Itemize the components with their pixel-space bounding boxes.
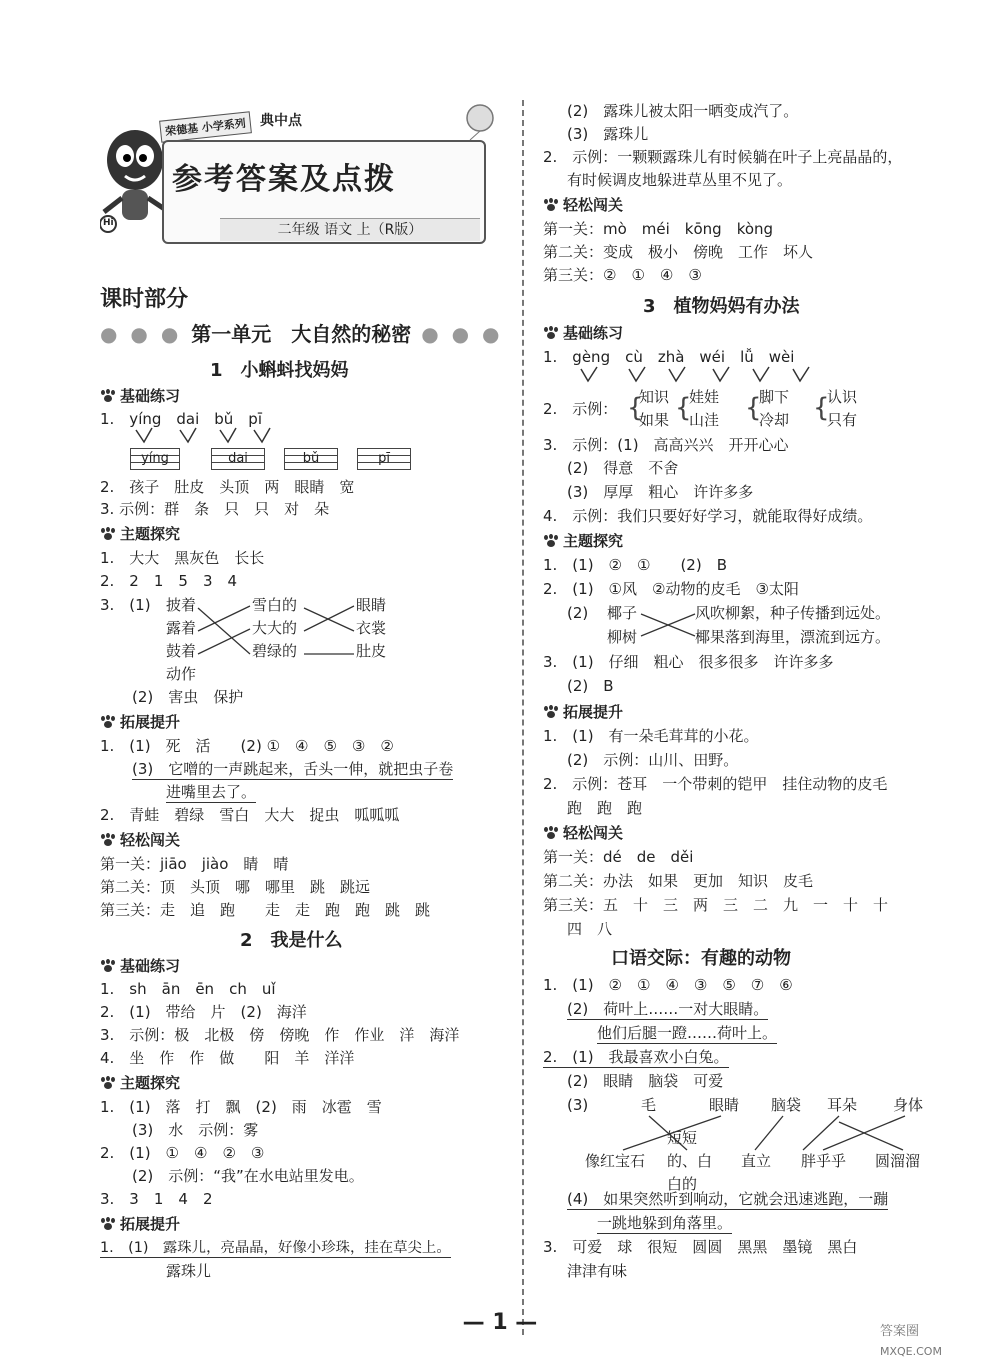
answer-line: 2. (1) 我最喜欢小白兔。 (543, 1048, 729, 1066)
brand-label-2: 典中点 (260, 113, 302, 129)
brace: { (745, 393, 762, 423)
section-heading: 基础练习 (543, 322, 623, 344)
match-item: 雪白的 (252, 596, 298, 614)
page-subtitle: 二年级 语文 上（R版） (220, 218, 480, 241)
answer-line: 3. (1) (100, 596, 151, 614)
paw-icon (100, 833, 116, 847)
answer-line: 第二关：顶 头顶 哪 哪里 跳 跳远 (100, 878, 371, 896)
answer-line: 1. (1) 死 活 (2) ① ④ ⑤ ③ ② (100, 737, 394, 755)
section-heading: 拓展提升 (100, 711, 180, 733)
balloon-icon (460, 100, 500, 140)
match-lines (603, 1114, 933, 1154)
match-item: 柳树 (607, 628, 638, 646)
match-item: 脑袋 (771, 1096, 802, 1114)
page-number: — 1 — (462, 1310, 538, 1335)
answer-line: 第一关：jiāo jiào 睛 晴 (100, 855, 289, 873)
answer-line: 有时候调皮地躲进草丛里不见了。 (567, 171, 793, 189)
word-group: 山洼 (689, 411, 720, 429)
watermark-url: MXQE.COM (880, 1345, 942, 1358)
answer-line: 1. yíng dai bǔ pī (100, 410, 262, 428)
match-item: 胖乎乎 (801, 1152, 847, 1170)
match-item: 像红宝石 (585, 1152, 646, 1170)
lesson-title: 口语交际：有趣的动物 (611, 948, 791, 969)
answer-line: 他们后腿一蹬……荷叶上。 (597, 1024, 778, 1042)
answer-line: 1. sh ān ēn ch uǐ (100, 980, 276, 998)
paw-icon (100, 1076, 116, 1090)
word-group: 脚下 (759, 388, 790, 406)
section-heading: 主题探究 (100, 1072, 180, 1094)
answer-line: 1. (1) 落 打 飘 (2) 雨 冰雹 雪 (100, 1098, 382, 1116)
pinyin-box: pī (357, 448, 411, 470)
section-heading: 拓展提升 (100, 1213, 180, 1235)
answer-line: (3) (567, 1096, 589, 1114)
brace: { (675, 393, 692, 423)
answer-line: 第一关：dé de děi (543, 848, 694, 866)
section-heading: 轻松闯关 (543, 194, 623, 216)
answer-line: 1. (1) ② ① ④ ③ ⑤ ⑦ ⑥ (543, 976, 793, 994)
answer-line: 第一关：mò méi kōng kòng (543, 220, 774, 238)
match-item: 大大的 (252, 619, 298, 637)
word-group: 娃娃 (689, 388, 720, 406)
brace: { (627, 393, 644, 423)
pinyin-boxes (130, 448, 420, 470)
paw-icon (543, 705, 559, 719)
dots-decoration: ● ● ● (100, 322, 192, 346)
word-group: 认识 (827, 388, 858, 406)
answer-line: (2) 露珠儿被太阳一晒变成汽了。 (567, 102, 799, 120)
watermark-logo: 答案圈 (880, 1324, 920, 1339)
lesson-title: 1 小蝌蚪找妈妈 (210, 360, 349, 381)
answer-line: (2) B (567, 677, 614, 695)
column-divider (522, 100, 524, 1335)
match-item: 衣裳 (356, 619, 387, 637)
match-item: 眼睛 (356, 596, 387, 614)
match-item: 毛 (641, 1096, 657, 1114)
answer-line: 3. 示例：群 条 只 只 对 朵 (100, 500, 330, 518)
answer-line: 2. 示例：一颗颗露珠儿有时候躺在叶子上亮晶晶的， (543, 148, 903, 166)
answer-line: (4) 如果突然听到响动，它就会迅速逃跑，一蹦 (567, 1190, 889, 1208)
paw-icon (100, 389, 116, 403)
section-heading: 拓展提升 (543, 701, 623, 723)
answer-line: 2. (1) ①风 ②动物的皮毛 ③太阳 (543, 580, 799, 598)
match-item: 椰子 (607, 604, 638, 622)
match-item: 风吹柳絮，种子传播到远处。 (695, 604, 891, 622)
check-marks (579, 366, 829, 386)
match-lines (196, 598, 358, 658)
answer-line: 2. (1) ① ④ ② ③ (100, 1144, 265, 1162)
answer-line: 3. 示例：极 北极 傍 傍晚 作 作业 洋 海洋 (100, 1026, 460, 1044)
pinyin-box: yíng (130, 448, 180, 470)
match-item: 椰果落到海里，漂流到远方。 (695, 628, 891, 646)
answer-line: 第三关：② ① ④ ③ (543, 266, 702, 284)
answer-line: 进嘴里去了。 (166, 783, 257, 801)
answer-line: 动作 (166, 665, 197, 683)
answer-line: (3) 厚厚 粗心 许许多多 (567, 483, 754, 501)
paw-icon (100, 527, 116, 541)
mascot-label: Hi (103, 218, 114, 228)
section-heading: 主题探究 (100, 523, 180, 545)
dots-decoration: ● ● ● (411, 322, 503, 346)
section-heading: 轻松闯关 (543, 822, 623, 844)
brace: { (813, 393, 830, 423)
paw-icon (543, 326, 559, 340)
lesson-title: 3 植物妈妈有办法 (643, 296, 800, 317)
match-item: 直立 (741, 1152, 772, 1170)
answer-line: 1. 大大 黑灰色 长长 (100, 549, 265, 567)
word-group: 如果 (639, 411, 670, 429)
word-group: 知识 (639, 388, 670, 406)
answer-line: (3) 它噌的一声跳起来，舌头一伸，就把虫子卷 (132, 760, 454, 778)
paw-icon (100, 959, 116, 973)
match-lines (639, 608, 697, 638)
section-heading: 主题探究 (543, 530, 623, 552)
answer-line: (2) 示例：山川、田野。 (567, 751, 739, 769)
header-banner (100, 100, 500, 250)
match-item: 眼睛 (709, 1096, 740, 1114)
answer-line: 3. (1) 仔细 粗心 很多很多 许许多多 (543, 653, 834, 671)
answer-line: 第二关：变成 极小 傍晚 工作 坏人 (543, 243, 814, 261)
answer-line: 1. (1) 有一朵毛茸茸的小花。 (543, 727, 759, 745)
answer-line: 3. 3 1 4 2 (100, 1190, 213, 1208)
match-item: 披着 (166, 596, 197, 614)
match-item: 耳朵 (827, 1096, 858, 1114)
answer-line: 第三关：走 追 跑 走 走 跑 跑 跳 跳 (100, 901, 431, 919)
answer-line: 2. 青蛙 碧绿 雪白 大大 捉虫 呱呱呱 (100, 806, 400, 824)
answer-line: 3. 示例：(1) 高高兴兴 开开心心 (543, 436, 789, 454)
match-item: 短短的、白白的 (667, 1129, 713, 1193)
answer-line: 2. 2 1 5 3 4 (100, 572, 238, 590)
match-item: 肚皮 (356, 642, 387, 660)
section-heading: 轻松闯关 (100, 829, 180, 851)
answer-line: 第三关：五 十 三 两 三 二 九 一 十 十 (543, 896, 889, 914)
part-title: 课时部分 (100, 287, 189, 312)
answer-line: 第二关：办法 如果 更加 知识 皮毛 (543, 872, 814, 890)
paw-icon (100, 1217, 116, 1231)
answer-line: 1. (1) ② ① (2) B (543, 556, 727, 574)
answer-line: (2) 害虫 保护 (132, 688, 244, 706)
paw-icon (543, 534, 559, 548)
answer-line: 1. gèng cù zhà wéi lǚ wèi (543, 348, 795, 366)
match-item: 身体 (893, 1096, 924, 1114)
answer-line: 跑 跑 跑 (567, 799, 643, 817)
answer-line: 2. (1) 带给 片 (2) 海洋 (100, 1003, 307, 1021)
match-item: 鼓着 (166, 642, 197, 660)
word-group: 冷却 (759, 411, 790, 429)
pinyin-box: dai (211, 448, 265, 470)
pinyin-box: bǔ (284, 448, 338, 470)
answer-line: (2) 示例：“我”在水电站里发电。 (132, 1167, 364, 1185)
paw-icon (100, 715, 116, 729)
answer-line: 四 八 (567, 920, 613, 938)
answer-line: 3. 可爱 球 很短 圆圆 黑黑 墨镜 黑白 (543, 1238, 858, 1256)
answer-line: 4. 坐 作 作 做 阳 羊 洋洋 (100, 1049, 355, 1067)
lesson-title: 2 我是什么 (240, 930, 343, 951)
answer-line: (3) 露珠儿 (567, 125, 649, 143)
answer-line: 一跳地躲到角落里。 (597, 1214, 733, 1232)
answer-line: 露珠儿 (166, 1262, 212, 1280)
brand-label: 荣德基 小学系列 (159, 111, 252, 142)
answer-line: (2) 眼睛 脑袋 可爱 (567, 1072, 724, 1090)
answer-line: 1. (1) 露珠儿，亮晶晶，好像小珍珠，挂在草尖上。 (100, 1240, 451, 1256)
paw-icon (543, 826, 559, 840)
answer-line: 2. 示例： (543, 400, 618, 418)
answer-line: 4. 示例：我们只要好好学习，就能取得好成绩。 (543, 507, 873, 525)
unit-title (100, 318, 503, 347)
answer-line: 2. 孩子 肚皮 头顶 两 眼睛 宽 (100, 478, 355, 496)
word-group: 只有 (827, 411, 858, 429)
match-item: 露着 (166, 619, 197, 637)
unit-title-text: 第一单元 大自然的秘密 (191, 322, 412, 346)
match-item: 圆溜溜 (875, 1152, 921, 1170)
match-item: 碧绿的 (252, 642, 298, 660)
page-title: 参考答案及点拨 (172, 162, 396, 197)
paw-icon (543, 198, 559, 212)
answer-line: (2) (567, 604, 589, 622)
answer-line: (2) 得意 不舍 (567, 459, 679, 477)
section-heading: 基础练习 (100, 955, 180, 977)
check-marks (132, 426, 272, 448)
mascot-icon (100, 120, 170, 240)
section-heading: 基础练习 (100, 385, 180, 407)
answer-line: 津津有味 (567, 1262, 628, 1280)
answer-line: (3) 水 示例：雾 (132, 1121, 259, 1139)
answer-line: 2. 示例：苍耳 一个带刺的铠甲 挂住动物的皮毛 (543, 775, 888, 793)
answer-line: (2) 荷叶上……一对大眼睛。 (567, 1000, 769, 1018)
